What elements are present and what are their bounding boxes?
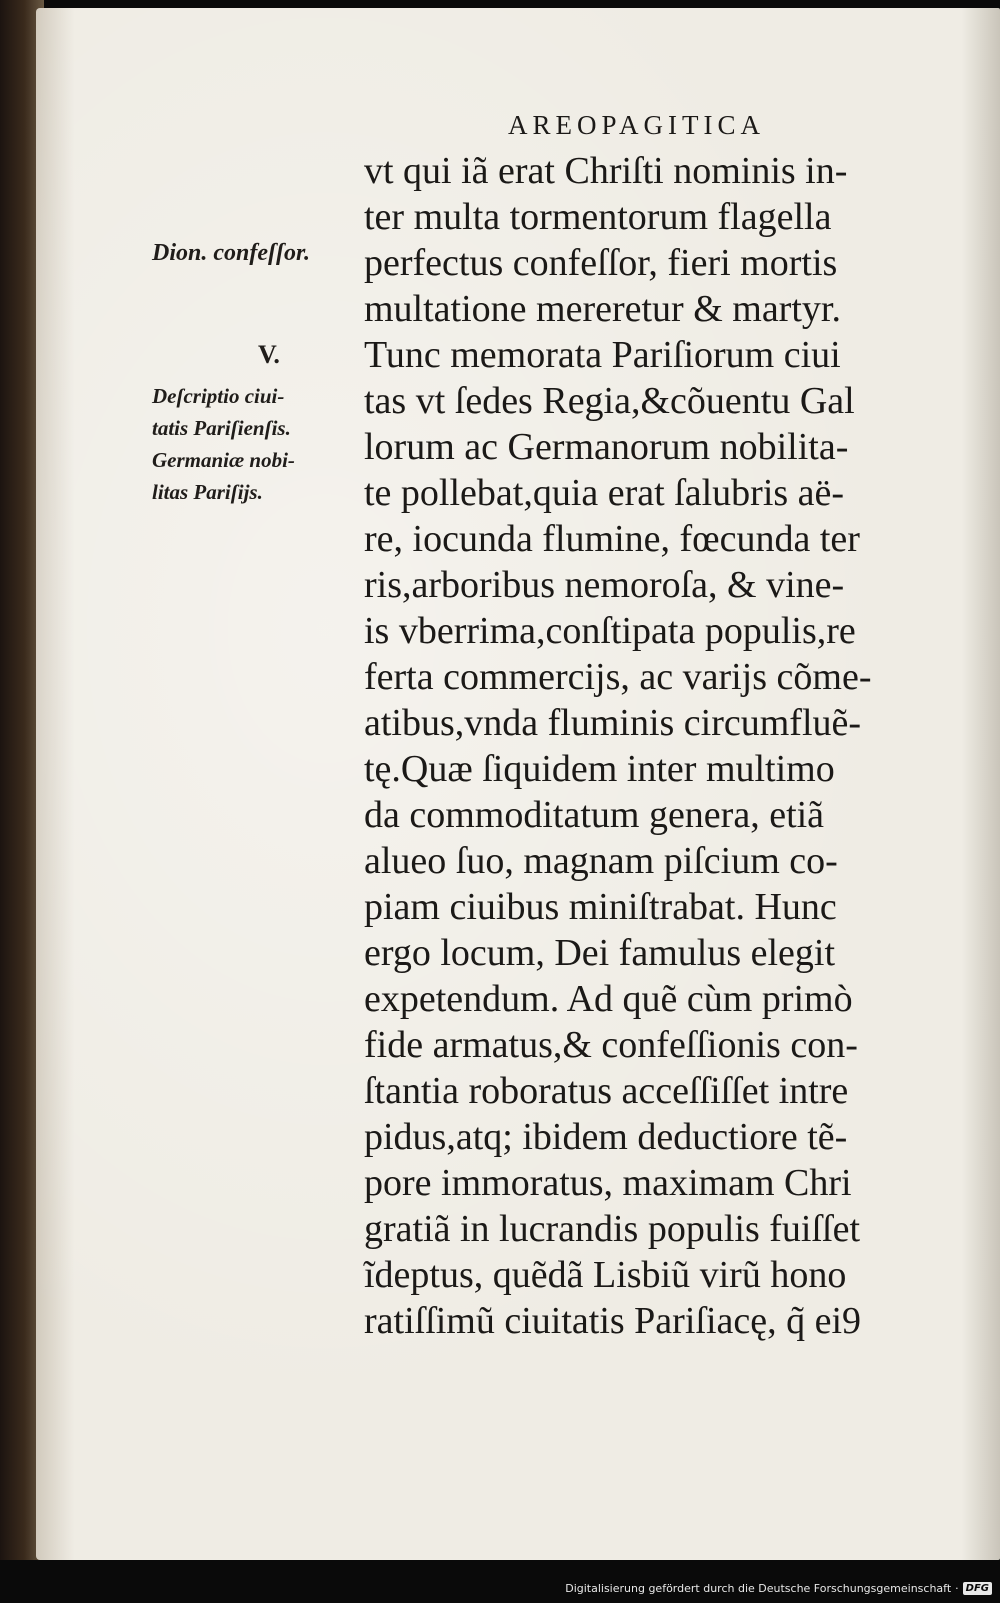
section-number: V. — [258, 340, 280, 369]
text-line: expetendum. Ad quẽ cùm primò — [364, 978, 853, 1020]
margin-note-description — [152, 380, 295, 508]
text-line: tas vt ſedes Regia,&cõuentu Gal — [364, 380, 855, 422]
funding-footer — [565, 1578, 992, 1598]
text-line: ris,arboribus nemoroſa, & vine- — [364, 564, 845, 606]
text-line: fide armatus,& confeſſionis con- — [364, 1024, 858, 1066]
funding-text: Digitalisierung gefördert durch die Deutsche Forschungsgemeinschaft — [565, 1581, 952, 1595]
text-line: da commoditatum genera, etiã — [364, 794, 825, 836]
text-line: perfectus confeſſor, fieri mortis — [364, 242, 838, 284]
dfg-logo: DFG — [963, 1582, 992, 1595]
text-line: Tunc memorata Pariſiorum ciui — [364, 334, 841, 376]
text-line: ter multa tormentorum flagella — [364, 196, 832, 238]
margin-note-dion: Dion. confeſſor. — [152, 240, 310, 266]
running-head: AREOPAGITICA — [508, 110, 766, 140]
footer-separator: · — [955, 1581, 959, 1595]
text-line: te pollebat,quia erat ſalubris aë- — [364, 472, 845, 514]
margin-note-line: Germaniæ nobi- — [152, 448, 295, 472]
text-line: ſtantia roboratus acceſſiſſet intre — [364, 1070, 849, 1112]
text-line: ferta commercijs, ac varijs cõme- — [364, 656, 872, 698]
text-line: ratiſſimũ ciuitatis Pariſiacę, q̃ ei9 — [364, 1300, 862, 1342]
text-line: pidus,atq; ibidem deductiore tẽ- — [364, 1116, 848, 1158]
text-line: gratiã in lucrandis populis fuiſſet — [364, 1208, 861, 1250]
text-line: ĩdeptus, quẽdã Lisbiũ virũ hono — [364, 1254, 847, 1296]
text-line: piam ciuibus miniſtrabat. Hunc — [364, 886, 837, 928]
text-line: tę.Quæ ſiquidem inter multimo — [364, 748, 835, 790]
text-line: pore immoratus, maximam Chri — [364, 1162, 852, 1204]
text-line: lorum ac Germanorum nobilita- — [364, 426, 849, 468]
text-line: ergo locum, Dei famulus elegit — [364, 932, 836, 974]
main-text-block — [364, 148, 924, 1344]
text-line: re, iocunda flumine, fœcunda ter — [364, 518, 860, 560]
text-line: atibus,vnda fluminis circumfluẽ- — [364, 702, 862, 744]
text-line: alueo ſuo, magnam piſcium co- — [364, 840, 838, 882]
text-line: is vberrima,conſtipata populis,re — [364, 610, 856, 652]
margin-note-line: litas Pariſijs. — [152, 480, 263, 504]
margin-note-line: Deſcriptio ciui- — [152, 384, 285, 408]
margin-note-line: tatis Pariſienſis. — [152, 416, 291, 440]
text-line: multatione mereretur & martyr. — [364, 288, 841, 330]
text-line: vt qui iã erat Chriſti nominis in- — [364, 150, 848, 192]
